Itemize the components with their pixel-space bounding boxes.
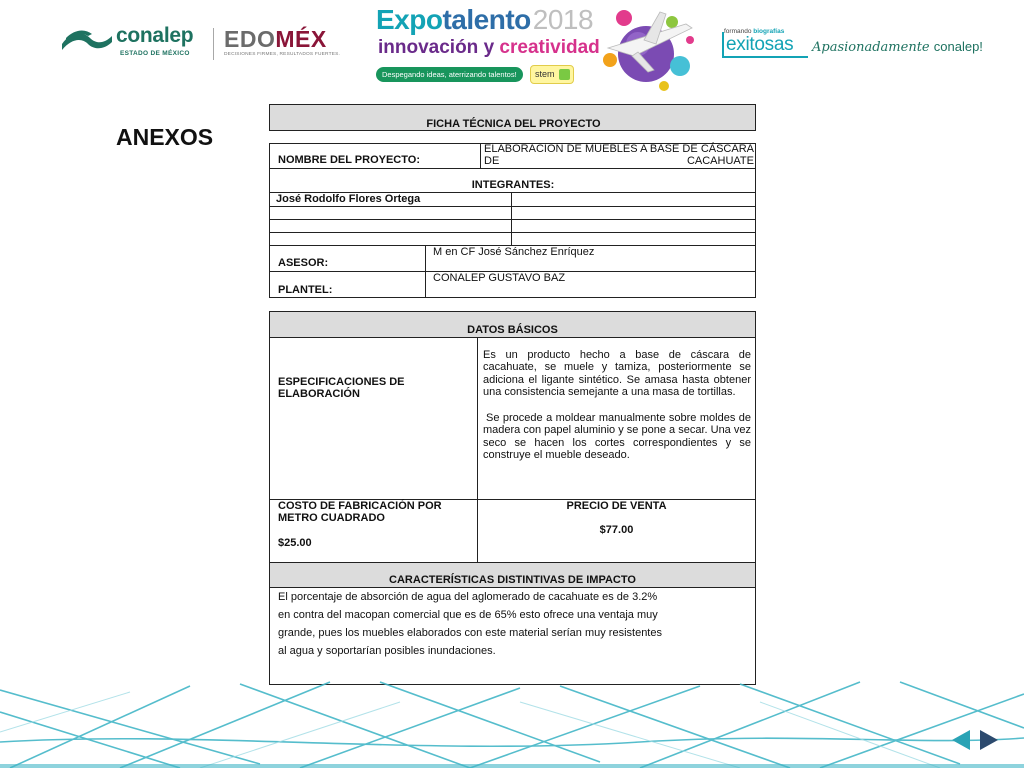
apasionadamente-slogan: Apasionadamente conalep! xyxy=(812,39,983,55)
airplane-globe-icon xyxy=(594,4,698,94)
ficha-tecnica xyxy=(269,104,756,300)
conalep-wordmark: conalep xyxy=(116,24,194,47)
expotalento-subtitle: innovación y creatividad xyxy=(378,37,600,58)
costo-value: $25.00 xyxy=(278,537,312,549)
espec-paragraph-1: Es un producto hecho a base de cáscara de cacahuate, se muele y tamiza, posteriormente se adiciona el ligante sintético. Se amasa hasta obtener una consistencia semejante a una masa de tortillas. xyxy=(483,349,751,399)
asesor-value-cell xyxy=(426,246,756,272)
previous-slide-icon[interactable] xyxy=(950,728,972,752)
conalep-logo xyxy=(60,26,210,62)
integrante-cell-1 xyxy=(270,193,512,207)
caract-body-cell xyxy=(270,588,755,684)
integrante-cell-2 xyxy=(512,193,756,207)
nombre-label-cell xyxy=(270,144,481,169)
plantel-label: PLANTEL: xyxy=(278,284,333,296)
expotalento-title: Expotalento2018 xyxy=(376,4,594,35)
header-logos xyxy=(0,0,1024,98)
caract-line-1: El porcentaje de absorción de agua del aglomerado de cacahuate es de 3.2% xyxy=(278,591,658,603)
nombre-value: ELABORACION DE MUEBLES A BASE DE CÁSCARA DE CACAHUATE xyxy=(484,143,754,167)
espec-value-cell xyxy=(478,338,755,500)
precio-value: $77.00 xyxy=(599,524,634,536)
edomex-slogan: DECISIONES FIRMES, RESULTADOS FUERTES. xyxy=(224,52,341,57)
conalep-subtitle: ESTADO DE MÉXICO xyxy=(120,50,190,57)
costo-cell xyxy=(270,500,478,563)
expotalento-tagline: Despegando ideas, aterrizando talentos! xyxy=(376,67,523,82)
integrantes-label: INTEGRANTES: xyxy=(471,179,555,191)
edomex-wordmark: EDOMÉX xyxy=(224,26,327,52)
biografias-logo xyxy=(722,28,983,68)
caract-title-row xyxy=(270,563,755,588)
datos-title-row xyxy=(270,312,755,338)
ficha-title-row xyxy=(269,104,756,131)
asesor-value: M en CF José Sánchez Enríquez xyxy=(433,246,595,258)
caract-line-2: en contra del macopan comercial que es de 65% esto ofrece una ventaja muy xyxy=(278,609,658,621)
nombre-value-cell xyxy=(481,144,756,169)
stem-badge: stem xyxy=(530,65,574,84)
integrante-cell-6 xyxy=(512,220,756,233)
edomex-logo xyxy=(224,28,359,62)
espec-label-cell xyxy=(270,338,478,500)
caract-line-3: grande, pues los muebles elaborados con este material serían muy resistentes xyxy=(278,627,662,639)
caract-line-4: al agua y soportarían posibles inundaciones. xyxy=(278,645,496,657)
integrante-cell-5 xyxy=(270,220,512,233)
plantel-value-cell xyxy=(426,272,756,298)
precio-label: PRECIO DE VENTA xyxy=(566,500,667,512)
integrantes-header-cell xyxy=(270,169,756,193)
datos-title: DATOS BÁSICOS xyxy=(467,324,558,336)
integrante-cell-7 xyxy=(270,233,512,246)
nombre-label: NOMBRE DEL PROYECTO: xyxy=(278,154,420,166)
ficha-table xyxy=(269,143,756,298)
precio-cell xyxy=(478,500,755,563)
integrante-cell-8 xyxy=(512,233,756,246)
datos-table xyxy=(269,311,756,685)
integrante-cell-4 xyxy=(512,207,756,220)
ficha-title: FICHA TÉCNICA DEL PROYECTO xyxy=(426,118,601,130)
next-slide-icon[interactable] xyxy=(978,728,1000,752)
page-title: ANEXOS xyxy=(116,124,214,150)
costo-label: COSTO DE FABRICACIÓN POR METRO CUADRADO xyxy=(278,500,442,524)
caract-title: CARACTERÍSTICAS DISTINTIVAS DE IMPACTO xyxy=(389,574,636,586)
biografias-big-text: exitosas xyxy=(726,34,794,55)
datos-basicos xyxy=(269,311,756,685)
logo-divider xyxy=(213,28,214,60)
expotalento-logo xyxy=(372,4,698,94)
espec-label: ESPECIFICACIONES DE ELABORACIÓN xyxy=(278,376,405,400)
robot-icon xyxy=(559,69,570,80)
biografias-small-text: formando biografías xyxy=(724,28,785,35)
plantel-value: CONALEP GUSTAVO BAZ xyxy=(433,272,566,284)
integrante-cell-3 xyxy=(270,207,512,220)
espec-paragraph-2: Se procede a moldear manualmente sobre moldes de madera con papel aluminio y se pone a secar. Una vez seco se hacen los cortes correspondientes y se construye el mueble deseado. xyxy=(483,412,751,462)
plantel-label-cell xyxy=(270,272,426,298)
footer-lines-decoration xyxy=(0,672,1024,768)
conalep-swoosh-icon xyxy=(60,28,114,54)
asesor-label: ASESOR: xyxy=(278,257,329,269)
integrante-name-1: José Rodolfo Flores Ortega xyxy=(276,193,421,205)
asesor-label-cell xyxy=(270,246,426,272)
